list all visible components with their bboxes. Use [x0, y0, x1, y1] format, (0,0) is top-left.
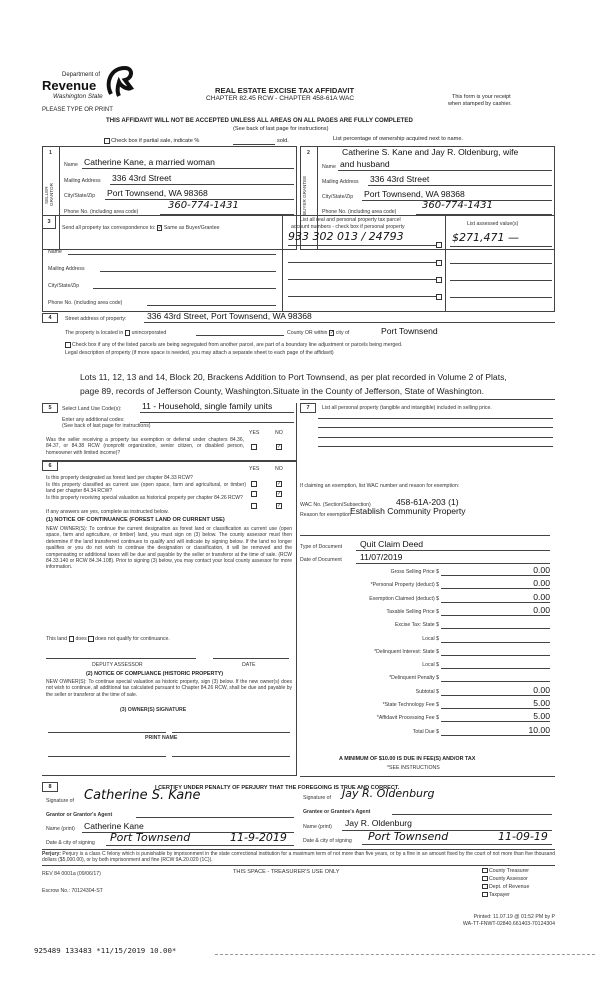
wac-label: WAC No. (Section/Subsection) — [300, 502, 371, 508]
seller-city-field[interactable]: Port Townsend, WA 98368 — [107, 188, 208, 198]
city-field[interactable]: Port Townsend — [381, 326, 438, 336]
send-correspondence-row: Send all property tax correspondence to: ✓ Same as Buyer/Grantee — [62, 225, 220, 232]
see-back-text: (See back of last page for instructions) — [233, 126, 329, 132]
form-revision: REV 84 0001a (09/06/17) — [42, 871, 101, 877]
warning-text: THIS AFFIDAVIT WILL NOT BE ACCEPTED UNLESS ALL AREAS ON ALL PAGES ARE FULLY COMPLETED — [106, 117, 413, 124]
grantee-signature-field[interactable]: Jay R. Oldenburg — [342, 787, 435, 800]
treasurer-space-label: THIS SPACE - TREASURER'S USE ONLY — [233, 869, 340, 875]
section-number: 3 — [42, 215, 56, 229]
yes-header: YES — [249, 466, 260, 472]
fee-value-field[interactable]: 10.00 — [528, 724, 550, 735]
unincorporated-checkbox[interactable] — [125, 330, 131, 336]
additional-codes-label: Enter any additional codes: — [62, 417, 125, 423]
dept-label: Department of — [62, 72, 101, 78]
personal-property-checkbox[interactable] — [436, 294, 442, 300]
fee-line — [441, 588, 550, 589]
fee-label: Exemption Claimed (deduct) $ — [369, 595, 439, 602]
buyer-phone-field[interactable]: 360-774-1431 — [422, 200, 493, 211]
buyer-city-field[interactable]: Port Townsend, WA 98368 — [364, 189, 465, 199]
notice-compliance-text: NEW OWNER(S): To continue special valuation as historic property, sign (3) below. If the new owner(s) does not wish to continue, all additional tax calculated pursuant to Chapter 84.26 RCW, shall be due and payable by the seller or transferor at the time of sale. — [46, 679, 292, 698]
additional-codes-field[interactable] — [140, 422, 294, 423]
seller-city-label: City/State/Zip — [64, 193, 96, 199]
fee-value-field[interactable]: 0.00 — [533, 565, 550, 575]
copy-checkbox[interactable] — [482, 868, 488, 874]
personal-property-checkbox[interactable] — [436, 260, 442, 266]
legal-description-label: Legal description of property (if more space is needed, you may attach a separate sheet to each page of the affidavit) — [65, 350, 334, 356]
fee-line — [441, 642, 550, 643]
print-name-field[interactable] — [172, 756, 290, 757]
parcel-number-field[interactable]: 933 302 013 / 24793 — [288, 230, 404, 243]
fee-value-field[interactable]: 0.00 — [533, 591, 550, 602]
corr-phone-label: Phone No. (including area code) — [48, 300, 123, 306]
perjury-notice: Perjury: Perjury is a class C felony which is punishable by imprisonment in the state correctional institution for a maximum term of not more than five years, or by a fine in an amount fixed by the court of not more than five thousand dollars ($5,000.00), or by both imprisonment and fine (RCW 9A.20.020 (1C)). — [42, 851, 556, 864]
wac-number-field[interactable]: 458-61A-203 (1) — [396, 497, 459, 507]
q-yes-checkbox[interactable] — [251, 503, 257, 509]
notice-continuance-text: NEW OWNER(S): To continue the current designation as forest land or classification as current use (open space, farm and agriculture, or timber) land, you must sign on (3) below. The county assessor must then determine if the land transferred continues to qualify and will indicate by signing below. If the land no longer qualifies or you do not wish to continue the designation or classification, it will be removed and the compensating or additional taxes will be due and payable by the seller or transferor at the time of sale. (RCW 84.33.140 or RCW 84.34.108). Prior to signing (3) below, you may contact your local county assessor for more information. — [46, 526, 292, 571]
fee-value-field[interactable]: 0.00 — [533, 604, 550, 615]
no-header: NO — [275, 466, 283, 472]
fee-line — [441, 735, 550, 736]
personal-property-checkbox[interactable] — [436, 277, 442, 283]
escrow-number: Escrow No.: 70124304-ST — [42, 888, 103, 894]
partial-sale-checkbox[interactable] — [104, 138, 110, 144]
segregated-checkbox[interactable] — [65, 342, 71, 348]
fee-line — [441, 681, 550, 682]
does-checkbox[interactable] — [69, 636, 75, 642]
seller-mail-field[interactable]: 336 43rd Street — [112, 173, 172, 183]
fee-line — [441, 668, 550, 669]
buyer-phone-label: Phone No. (including area code) — [322, 209, 397, 215]
fee-label: Gross Selling Price $ — [390, 569, 439, 575]
notice-compliance-heading: (2) NOTICE OF COMPLIANCE (HISTORIC PROPERTY) — [86, 671, 224, 677]
certify-statement: I CERTIFY UNDER PENALTY OF PERJURY THAT THE FOREGOING IS TRUE AND CORRECT. — [155, 785, 400, 791]
grantor-date-field[interactable]: 11-9-2019 — [230, 831, 287, 844]
personal-property-field[interactable] — [318, 446, 553, 447]
fee-line — [441, 695, 550, 696]
fee-line — [441, 708, 550, 709]
dor-logo-icon — [105, 64, 135, 98]
grantee-date-label: Date & city of signing — [303, 838, 352, 844]
assessed-value-field[interactable]: $271,471 — — [452, 231, 519, 244]
q-no-checkbox[interactable]: ✓ — [277, 481, 282, 488]
buyer-grantee-label: BUYER GRANTEE — [302, 175, 307, 215]
section-number: 2 — [307, 150, 310, 156]
corr-phone-field[interactable] — [147, 305, 276, 306]
if-yes-note: If any answers are yes, complete as instructed below. — [46, 509, 169, 515]
sold-label: sold. — [277, 138, 289, 144]
grantor-name-label: Name (print) — [46, 826, 75, 832]
fee-line — [441, 655, 550, 656]
qualify-row: This land does does not qualify for continuance. — [46, 636, 170, 643]
fee-label: Taxable Selling Price $ — [386, 608, 439, 615]
corr-city-label: City/State/Zip — [48, 283, 80, 289]
grantee-name-label: Name (print) — [303, 824, 332, 830]
legal-description-line-1[interactable]: Lots 11, 12, 13 and 14, Block 20, Brackens Addition to Port Townsend, as per plat recorded in Volume 2 of Plats, — [80, 372, 507, 382]
grantee-name-field[interactable]: Jay R. Oldenburg — [345, 818, 412, 828]
copy-checkbox[interactable] — [482, 884, 488, 890]
assessed-header: List assessed value(s) — [467, 221, 519, 227]
seller-phone-label: Phone No. (including area code) — [64, 209, 139, 215]
assessor-date-field[interactable] — [213, 658, 289, 659]
form-chapter: CHAPTER 82.45 RCW - CHAPTER 458-61A WAC — [206, 95, 355, 102]
section-number: 7 — [300, 403, 316, 413]
buyer-mail-label: Mailing Address — [322, 179, 359, 185]
revenue-logo-text: Revenue — [42, 78, 97, 93]
section-number: 6 — [42, 461, 58, 471]
buyer-name-field[interactable]: Catherine S. Kane and Jay R. Oldenburg, wife — [342, 147, 519, 157]
land-use-label: Select Land Use Code(s): — [62, 406, 122, 412]
section-number: 4 — [42, 313, 58, 323]
copy-distribution-list: County Treasurer County Assessor Dept. of Revenue Taxpayer — [482, 867, 529, 899]
buyer-mail-field[interactable]: 336 43rd Street — [370, 174, 430, 184]
grantee-date-field[interactable]: 11-09-19 — [498, 830, 548, 843]
forest-land-question: Is this property designated as forest land per chapter 84.33 RCW? — [46, 475, 193, 481]
fee-label: Local $ — [422, 635, 439, 642]
street-address-field[interactable]: 336 43rd Street, Port Townsend, WA 98368 — [147, 311, 312, 321]
print-name-label: PRINT NAME — [145, 735, 178, 741]
personal-property-checkbox[interactable] — [436, 242, 442, 248]
same-as-buyer-checkbox[interactable]: ✓ — [157, 225, 163, 231]
corr-name-label: Name — [48, 249, 62, 255]
reason-field[interactable]: Establish Community Property — [350, 506, 466, 516]
q-yes-checkbox[interactable] — [251, 491, 257, 497]
partial-pct-field[interactable] — [233, 144, 275, 145]
current-use-question: Is this property classified as current use (open space, farm and agricultural, or timber) land per chapter 84.34 RCW? — [46, 482, 246, 495]
fee-label: Local $ — [422, 662, 439, 669]
grantor-signature-label: Signature of — [46, 798, 74, 804]
receipt-note-1: This form is your receipt — [452, 94, 511, 100]
personal-property-field[interactable] — [318, 437, 553, 438]
grantee-agent-label: Grantee or Grantee's Agent — [303, 809, 371, 815]
reason-label: Reason for exemption — [300, 512, 351, 518]
buyer-name-label: Name — [322, 164, 336, 170]
street-label: Street address of property: — [65, 316, 127, 322]
q-no-checkbox[interactable]: ✓ — [277, 503, 282, 510]
fee-label: *Personal Property (deduct) $ — [370, 582, 439, 589]
historical-question: Is this property receiving special valuation as historical property per chapter 84.26 RCW? — [46, 495, 243, 501]
fee-label: *Affidavit Processing Fee $ — [376, 715, 439, 722]
fee-value-field[interactable]: 0.00 — [533, 578, 550, 589]
deputy-assessor-label: DEPUTY ASSESSOR — [92, 662, 143, 668]
grantee-city-field[interactable]: Port Townsend — [368, 830, 449, 843]
fee-label: Excise Tax: State $ — [394, 622, 439, 629]
document-type-label: Type of Document — [300, 544, 343, 550]
personal-property-field[interactable] — [318, 427, 553, 428]
printed-timestamp: Printed: 11.07.19 @ 01:52 PM by P — [473, 914, 555, 920]
section-number: 1 — [49, 150, 52, 156]
fee-value-field[interactable]: 5.00 — [533, 698, 550, 708]
yes-header: YES — [249, 430, 260, 436]
fee-label: Total Due $ — [412, 728, 439, 735]
buyer-city-label: City/State/Zip — [322, 194, 354, 200]
q-no-checkbox[interactable]: ✓ — [277, 444, 282, 451]
parcel-header: List all real and personal property tax parcel — [300, 217, 401, 223]
owner-signature-heading: (3) OWNER(S) SIGNATURE — [120, 707, 187, 713]
grantor-agent-label: Grantor or Grantor's Agent — [46, 812, 113, 818]
corr-city-field[interactable] — [93, 288, 276, 289]
notice-continuance-heading: (1) NOTICE OF CONTINUANCE (FOREST LAND OR CURRENT USE) — [46, 517, 225, 523]
no-header: NO — [275, 430, 283, 436]
receipt-note-2: when stamped by cashier. — [448, 101, 512, 107]
minimum-due-note: A MINIMUM OF $10.00 IS DUE IN FEE(S) AND/OR TAX — [339, 756, 476, 762]
fee-line — [441, 721, 550, 722]
owner-signature-field[interactable] — [172, 732, 290, 733]
does-not-checkbox[interactable] — [88, 636, 94, 642]
copy-checkbox[interactable] — [482, 892, 488, 898]
fee-label: *State Technology Fee $ — [382, 702, 439, 708]
cashier-stamp: 925489 133483 *11/15/2019 10.00* — [34, 946, 177, 955]
grantee-signature-label: Signature of — [303, 795, 331, 801]
document-date-label: Date of Document — [300, 557, 342, 563]
fee-line — [441, 602, 550, 603]
washington-state-label: Washington State — [53, 93, 103, 100]
city-row: County OR within ✓ city of — [287, 330, 350, 337]
date-label: DATE — [242, 662, 256, 668]
parcel-header-2: account numbers - check box if personal property — [291, 224, 405, 230]
fee-label: *Delinquent Interest: State $ — [374, 648, 439, 655]
city-checkbox[interactable]: ✓ — [329, 330, 335, 336]
claiming-exemption-label: If claiming an exemption, list WAC number and reason for exemption: — [300, 483, 460, 489]
buyer-name-field-2[interactable]: and husband — [340, 159, 390, 169]
land-use-code-field[interactable]: 11 - Household, single family units — [142, 401, 273, 411]
fee-line — [441, 628, 550, 629]
county-field[interactable] — [196, 335, 284, 336]
fee-line — [441, 575, 550, 576]
document-type-field[interactable]: Quit Claim Deed — [360, 539, 424, 549]
seller-grantor-label: SELLER GRANTOR — [44, 183, 54, 207]
copy-checkbox[interactable] — [482, 876, 488, 882]
seller-name-field[interactable]: Catherine Kane, a married woman — [84, 157, 215, 167]
seller-name-label: Name — [64, 162, 78, 168]
grantor-name-field[interactable]: Catherine Kane — [84, 821, 144, 831]
fee-line — [441, 615, 550, 616]
located-row: The property is located in unincorporated — [65, 330, 167, 337]
fee-label: *Delinquent Penalty $ — [389, 675, 439, 682]
form-title: REAL ESTATE EXCISE TAX AFFIDAVIT — [215, 86, 355, 95]
deputy-assessor-field[interactable] — [46, 658, 196, 659]
fee-value-field[interactable]: 0.00 — [533, 684, 550, 695]
partial-sale-row: Check box if partial sale, indicate % — [104, 138, 199, 144]
owner-signature-field[interactable] — [48, 732, 166, 733]
seller-phone-field[interactable]: 360-774-1431 — [168, 200, 239, 211]
exemption-question: Was the seller receiving a property tax exemption or deferral under chapters 84.36, 84.37, or 84.38 RCW (nonprofit organization, senior citizen, or disabled person, homeowner with limited income)? — [46, 437, 244, 456]
grantor-signature-field[interactable]: Catherine S. Kane — [84, 788, 201, 803]
see-back-label: (See back of last page for instructions) — [62, 423, 151, 429]
fee-value-field[interactable]: 5.00 — [533, 711, 550, 722]
please-type-label: PLEASE TYPE OR PRINT — [42, 107, 113, 113]
section-number: 8 — [42, 782, 58, 792]
personal-property-label: List all personal property (tangible and intangible) included in selling price. — [322, 405, 492, 411]
corr-mail-label: Mailing Address — [48, 266, 85, 272]
q-yes-checkbox[interactable] — [251, 444, 257, 450]
grantor-city-field[interactable]: Port Townsend — [110, 831, 191, 844]
corr-name-field[interactable] — [68, 254, 276, 255]
print-name-field[interactable] — [48, 756, 166, 757]
see-instructions-note: *SEE INSTRUCTIONS — [387, 765, 440, 771]
section-number: 5 — [42, 403, 58, 413]
fee-label: Subtotal $ — [415, 688, 439, 695]
q-no-checkbox[interactable]: ✓ — [277, 491, 282, 498]
corr-mail-field[interactable] — [100, 271, 276, 272]
segregated-row: Check box if any of the listed parcels are being segregated from another parcel, are part of a boundary line adjustment or parcels being merged. — [65, 342, 402, 348]
grantor-date-label: Date & city of signing — [46, 840, 95, 846]
seller-mail-label: Mailing Address — [64, 178, 101, 184]
form-id: WA-TT-FNWT-02840.661403-70124304 — [462, 921, 555, 927]
legal-description-line-2[interactable]: page 89, records of Jefferson County, Washington.Situate in the County of Jefferson, State of Washington. — [80, 386, 484, 396]
document-date-field[interactable]: 11/07/2019 — [360, 552, 403, 562]
personal-property-field[interactable] — [318, 418, 553, 419]
list-pct-label: List percentage of ownership acquired next to name. — [333, 136, 463, 142]
